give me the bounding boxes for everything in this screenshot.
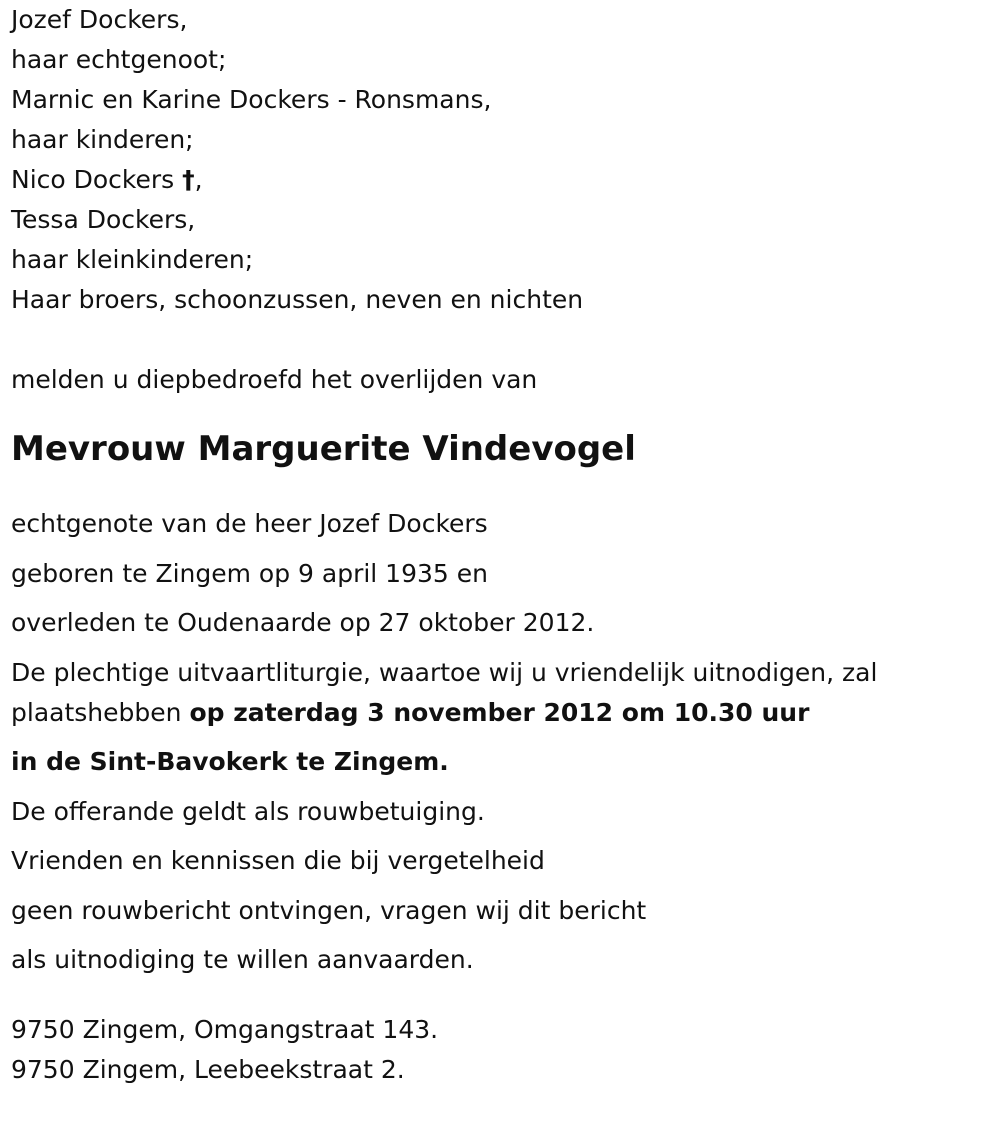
funeral-place: in de Sint-Bavokerk te Zingem.: [11, 747, 449, 776]
funeral-paragraph: [11, 653, 991, 733]
family-name: Nico Dockers: [11, 165, 175, 194]
intro-text: melden u diepbedroefd het overlijden van: [11, 365, 538, 394]
funeral-text: De plechtige uitvaartliturgie, waartoe wij u vriendelijk uitnodigen, zal plaatshebben: [11, 657, 878, 727]
note-line: geen rouwbericht ontvingen, vragen wij dit bericht: [11, 895, 647, 925]
family-line: Marnic en Karine Dockers - Ronsmans,: [11, 85, 492, 114]
deceased-name: Mevrouw Marguerite Vindevogel: [11, 429, 636, 469]
detail-line: geboren te Zingem op 9 april 1935 en: [11, 558, 488, 588]
address-line: 9750 Zingem, Leebeekstraat 2.: [11, 1054, 405, 1084]
family-list: [11, 0, 991, 320]
family-line: haar echtgenoot;: [11, 45, 227, 74]
spacer: [11, 990, 991, 1010]
family-line: Haar broers, schoonzussen, neven en nichten: [11, 285, 584, 314]
family-separator: ,: [194, 165, 203, 194]
note-line: als uitnodiging te willen aanvaarden.: [11, 945, 474, 974]
family-line: haar kleinkinderen;: [11, 245, 254, 274]
spacer: [11, 469, 991, 504]
family-line-with-cross: [11, 160, 991, 200]
spacer: [11, 320, 991, 360]
note-line: De offerande geldt als rouwbetuiging.: [11, 796, 485, 826]
address-line: 9750 Zingem, Omgangstraat 143.: [11, 1014, 439, 1044]
details-block: [11, 504, 991, 980]
address-block: [11, 1010, 991, 1090]
detail-line: overleden te Oudenaarde op 27 oktober 2012.: [11, 608, 595, 637]
family-line: haar kinderen;: [11, 125, 194, 154]
note-line: Vrienden en kennissen die bij vergetelheid: [11, 846, 545, 875]
funeral-date: op zaterdag 3 november 2012 om 10.30 uur: [189, 697, 810, 727]
family-line: Jozef Dockers,: [11, 5, 188, 34]
detail-line: echtgenote van de heer Jozef Dockers: [11, 509, 488, 538]
cross-icon: †: [182, 165, 195, 194]
family-line: Tessa Dockers,: [11, 205, 196, 234]
death-notice: [11, 0, 991, 1090]
